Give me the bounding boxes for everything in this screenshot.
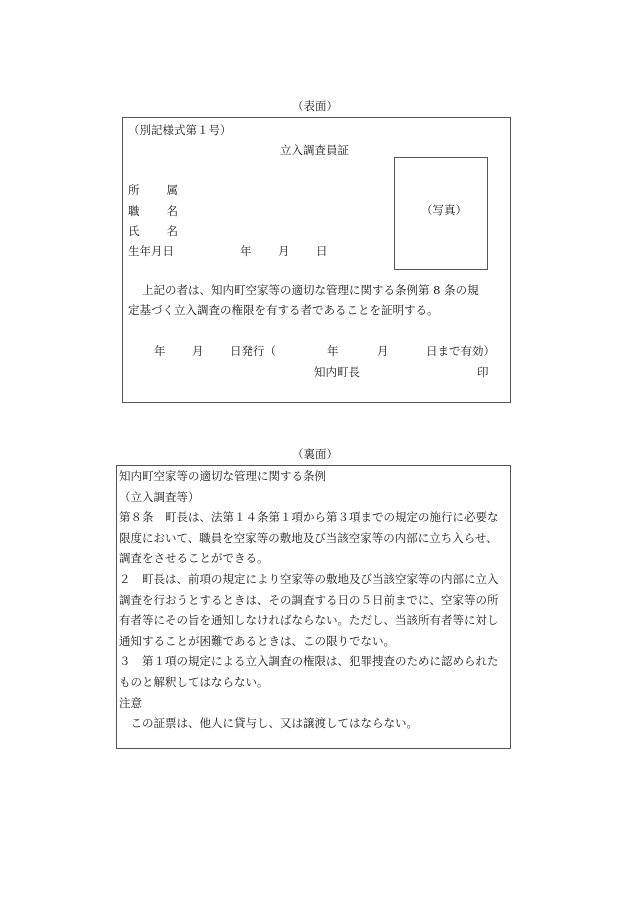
statement-line-2: 定基づく立入調査の権限を有する者であることを証明する。: [128, 303, 439, 317]
back-text-line: （立入調査等）: [119, 489, 200, 504]
back-text-line: 調査をさせることができる。: [119, 551, 269, 566]
back-text-line: 限度において、職員を空家等の敷地及び当該空家等の内部に立ち入らせ、: [119, 530, 498, 545]
issuer: 知内町長: [314, 365, 360, 379]
field-birth-label: 生年月日: [128, 244, 174, 258]
back-text-line: ２ 町長は、前項の規定により空家等の敷地及び当該空家等の内部に立入: [119, 572, 499, 586]
issue-month: 月: [192, 344, 204, 358]
field-name-char1: 氏: [128, 224, 140, 238]
back-text-line: 注意: [119, 695, 142, 710]
photo-label: （写真）: [421, 203, 467, 217]
card-title: 立入調査員証: [280, 143, 349, 157]
field-affiliation: [128, 185, 178, 197]
field-affiliation-char1: 所: [128, 183, 140, 197]
back-text-line: この証票は、他人に貸与し、又は譲渡してはならない。: [119, 716, 418, 731]
back-text-line: 調査を行おうとするときは、その調査する日の５日前までに、空家等の所: [119, 592, 499, 607]
statement-line-1: 上記の者は、知内町空家等の適切な管理に関する条例第 8 条の規: [142, 283, 479, 297]
valid-until: 日まで有効）: [426, 344, 495, 358]
field-birth-day: 日: [316, 244, 328, 258]
issue-year: 年: [154, 344, 166, 358]
back-text-line: ３ 第１項の規定による立入調査の権限は、犯罪捜査のために認められた: [119, 654, 499, 669]
back-card: [116, 465, 511, 749]
field-position-char1: 職: [128, 204, 140, 218]
front-caption: （表面）: [292, 99, 338, 113]
back-text-line: ものと解釈してはならない。: [119, 675, 269, 689]
field-name-char2: 名: [166, 224, 178, 238]
field-birth: [128, 246, 174, 258]
seal-mark: 印: [477, 365, 489, 379]
field-birth-year: 年: [240, 244, 252, 258]
back-caption: （裏面）: [292, 447, 338, 461]
back-text-line: 有者等にその旨を通知しなければならない。ただし、当該所有者等に対し: [119, 613, 499, 628]
field-position-char2: 名: [166, 204, 178, 218]
field-birth-month: 月: [278, 244, 290, 258]
field-position: [128, 206, 178, 218]
valid-year: 年: [327, 344, 339, 358]
form-number: （別記様式第１号）: [128, 123, 232, 137]
back-text-line: 通知することが困難であるときは、この限りでない。: [119, 633, 395, 648]
back-text-line: 知内町空家等の適切な管理に関する条例: [119, 469, 326, 483]
back-text-line: 第８条 町長は、法第１４条第１項から第３項までの規定の施行に必要な: [119, 510, 499, 525]
field-name: [128, 226, 178, 238]
valid-month: 月: [377, 344, 389, 358]
issue-day: 日発行（: [230, 344, 276, 358]
field-affiliation-char2: 属: [166, 183, 178, 197]
